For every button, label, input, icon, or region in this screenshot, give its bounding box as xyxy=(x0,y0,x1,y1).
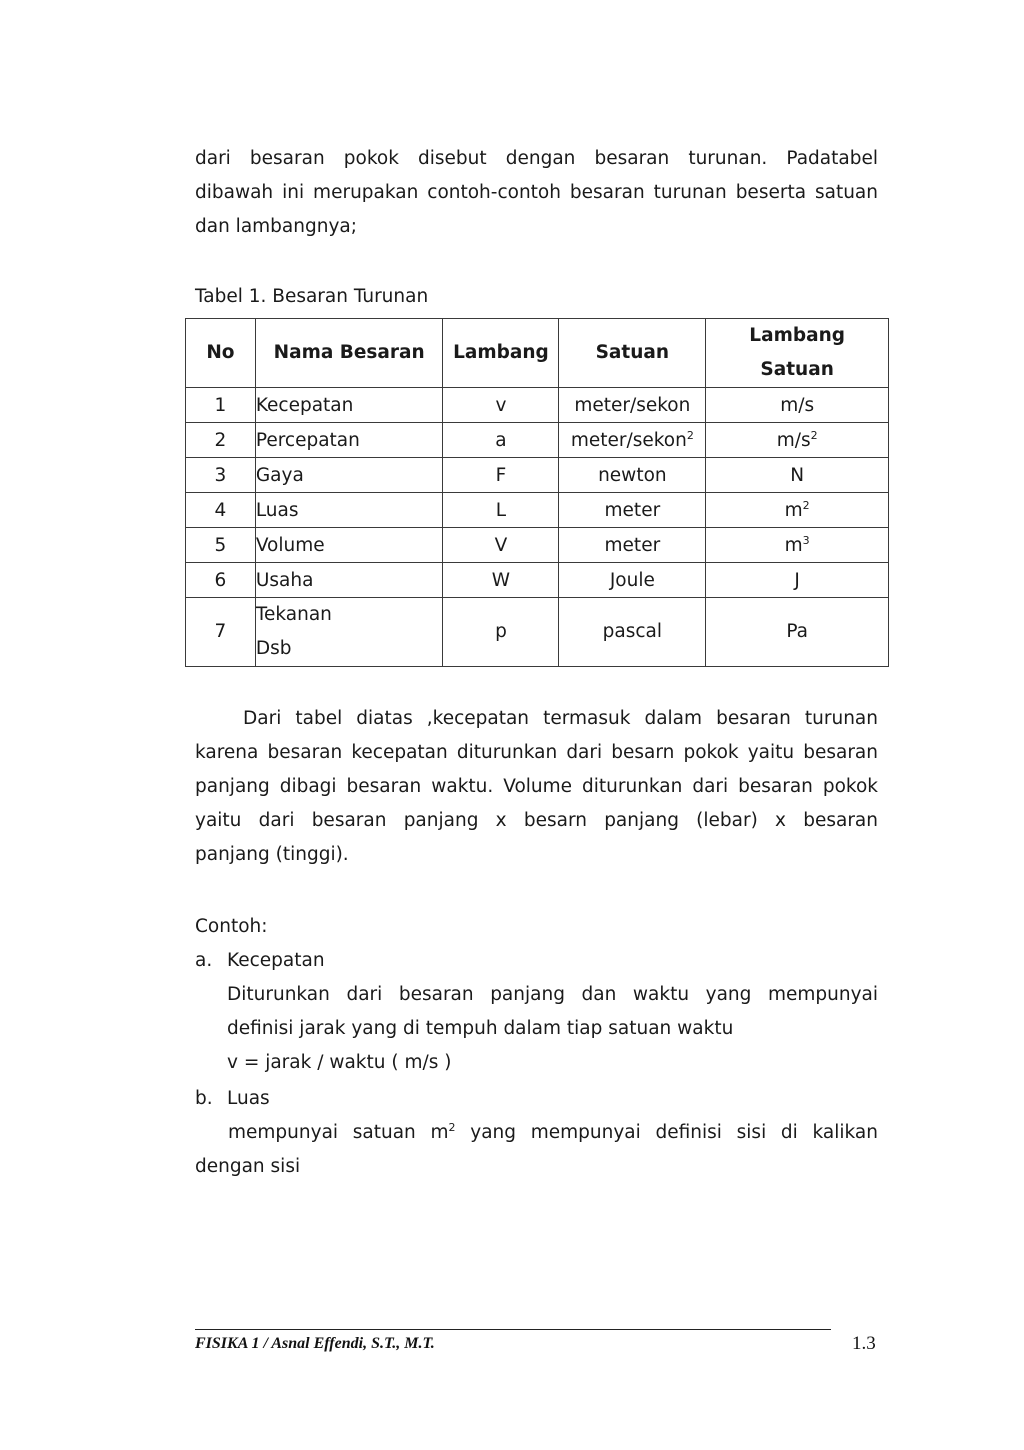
cell-ls-text: Pa xyxy=(786,621,808,642)
cell-ls-text: m/s xyxy=(776,429,811,451)
table-row xyxy=(186,528,889,563)
cell-satuan-text: meter/sekon xyxy=(574,394,691,416)
intro-line: dibawah ini merupakan contoh-contoh besaran turunan beserta satuan xyxy=(195,182,878,203)
cell-satuan-text: meter xyxy=(604,534,661,556)
table-row xyxy=(186,423,889,458)
cell-nama xyxy=(255,598,443,667)
header-satuan: Satuan xyxy=(559,319,706,388)
example-b-line xyxy=(195,1116,878,1150)
cell-nama-line2: Dsb xyxy=(255,638,292,659)
cell-no: 3 xyxy=(186,458,256,493)
header-lambang-satuan-line2: Satuan xyxy=(760,359,834,380)
cell-lambang-satuan xyxy=(706,563,889,598)
discussion-line: Dari tabel diatas ,kecepatan termasuk dalam besaran turunan xyxy=(243,708,878,729)
header-lambang: Lambang xyxy=(443,319,559,388)
cell-lambang: F xyxy=(443,458,559,493)
cell-nama: Volume xyxy=(255,528,443,563)
discussion-line: panjang dibagi besaran waktu. Volume diturunkan dari besaran pokok xyxy=(195,776,878,797)
cell-ls-text: m xyxy=(784,534,803,556)
cell-satuan xyxy=(559,458,706,493)
cell-lambang: p xyxy=(443,598,559,667)
footer-rule xyxy=(195,1329,831,1330)
cell-satuan-text: meter xyxy=(604,499,661,521)
discussion-line: karena besaran kecepatan diturunkan dari besarn pokok yaitu besaran xyxy=(195,742,878,763)
cell-satuan-text: pascal xyxy=(602,621,663,642)
page-number: 1.3 xyxy=(852,1333,876,1354)
footer-author: FISIKA 1 / Asnal Effendi, S.T., M.T. xyxy=(195,1335,435,1352)
intro-line: dari besaran pokok disebut dengan besaran turunan. Padatabel xyxy=(195,148,878,169)
table-row xyxy=(186,458,889,493)
cell-no: 5 xyxy=(186,528,256,563)
cell-ls-text: m/s xyxy=(780,394,815,416)
table-row xyxy=(186,598,889,667)
cell-no: 2 xyxy=(186,423,256,458)
cell-lambang: a xyxy=(443,423,559,458)
cell-no: 7 xyxy=(186,598,256,667)
example-a-marker: a. xyxy=(195,950,213,971)
example-a-body xyxy=(227,978,878,1080)
cell-no: 4 xyxy=(186,493,256,528)
derived-quantities-table xyxy=(185,318,889,667)
cell-nama: Gaya xyxy=(255,458,443,493)
cell-lambang-satuan xyxy=(706,423,889,458)
header-no: No xyxy=(186,319,256,388)
table-caption: Tabel 1. Besaran Turunan xyxy=(195,286,429,307)
cell-satuan xyxy=(559,493,706,528)
table-row xyxy=(186,563,889,598)
intro-paragraph xyxy=(195,142,878,244)
intro-line: dan lambangnya; xyxy=(195,216,357,237)
example-b-marker: b. xyxy=(195,1088,213,1109)
table-header-row xyxy=(186,319,889,388)
example-b-heading xyxy=(195,1082,270,1116)
cell-no: 1 xyxy=(186,388,256,423)
cell-lambang-satuan xyxy=(706,388,889,423)
cell-satuan-text: newton xyxy=(598,464,667,486)
cell-satuan xyxy=(559,388,706,423)
cell-satuan-exponent: 2 xyxy=(686,428,694,442)
cell-nama: Luas xyxy=(255,493,443,528)
cell-ls-exponent: 2 xyxy=(802,498,810,512)
example-a-formula: v = jarak / waktu ( m/s ) xyxy=(227,1052,452,1073)
example-a-line: Diturunkan dari besaran panjang dan waktu yang mempunyai xyxy=(227,984,878,1005)
example-b-text-pre: mempunyai satuan m xyxy=(228,1122,449,1143)
example-b-title: Luas xyxy=(227,1088,270,1109)
cell-lambang-satuan xyxy=(706,458,889,493)
cell-lambang-satuan xyxy=(706,493,889,528)
cell-ls-exponent: 2 xyxy=(810,428,818,442)
cell-lambang: V xyxy=(443,528,559,563)
example-b-text-post: yang mempunyai definisi sisi di kalikan xyxy=(470,1122,878,1143)
cell-nama: Usaha xyxy=(255,563,443,598)
cell-ls-text: m xyxy=(784,499,803,521)
header-nama-besaran: Nama Besaran xyxy=(255,319,443,388)
discussion-paragraph xyxy=(195,702,878,872)
examples-label: Contoh: xyxy=(195,916,268,937)
example-a-heading xyxy=(195,944,325,978)
example-a-title: Kecepatan xyxy=(227,950,325,971)
table-row xyxy=(186,388,889,423)
discussion-line: yaitu dari besaran panjang x besarn panjang (lebar) x besaran xyxy=(195,810,878,831)
header-lambang-satuan-line1: Lambang xyxy=(749,325,845,346)
cell-ls-text: N xyxy=(790,464,805,486)
cell-lambang: L xyxy=(443,493,559,528)
cell-lambang-satuan xyxy=(706,528,889,563)
cell-satuan-text: meter/sekon xyxy=(570,429,687,451)
cell-satuan xyxy=(559,423,706,458)
cell-nama-line1: Tekanan xyxy=(255,604,332,625)
cell-no: 6 xyxy=(186,563,256,598)
example-a-line: definisi jarak yang di tempuh dalam tiap satuan waktu xyxy=(227,1018,734,1039)
header-lambang-satuan xyxy=(706,319,889,388)
table-row xyxy=(186,493,889,528)
cell-satuan xyxy=(559,528,706,563)
cell-satuan xyxy=(559,563,706,598)
example-b-body xyxy=(195,1116,878,1184)
cell-ls-exponent: 3 xyxy=(802,533,810,547)
cell-ls-text: J xyxy=(794,569,800,591)
cell-nama: Kecepatan xyxy=(255,388,443,423)
cell-nama: Percepatan xyxy=(255,423,443,458)
cell-satuan-text: Joule xyxy=(609,569,655,591)
cell-lambang-satuan xyxy=(706,598,889,667)
cell-satuan xyxy=(559,598,706,667)
example-b-exponent: 2 xyxy=(448,1121,456,1134)
cell-lambang: v xyxy=(443,388,559,423)
cell-lambang: W xyxy=(443,563,559,598)
example-b-line: dengan sisi xyxy=(195,1156,301,1177)
discussion-line: panjang (tinggi). xyxy=(195,844,349,865)
